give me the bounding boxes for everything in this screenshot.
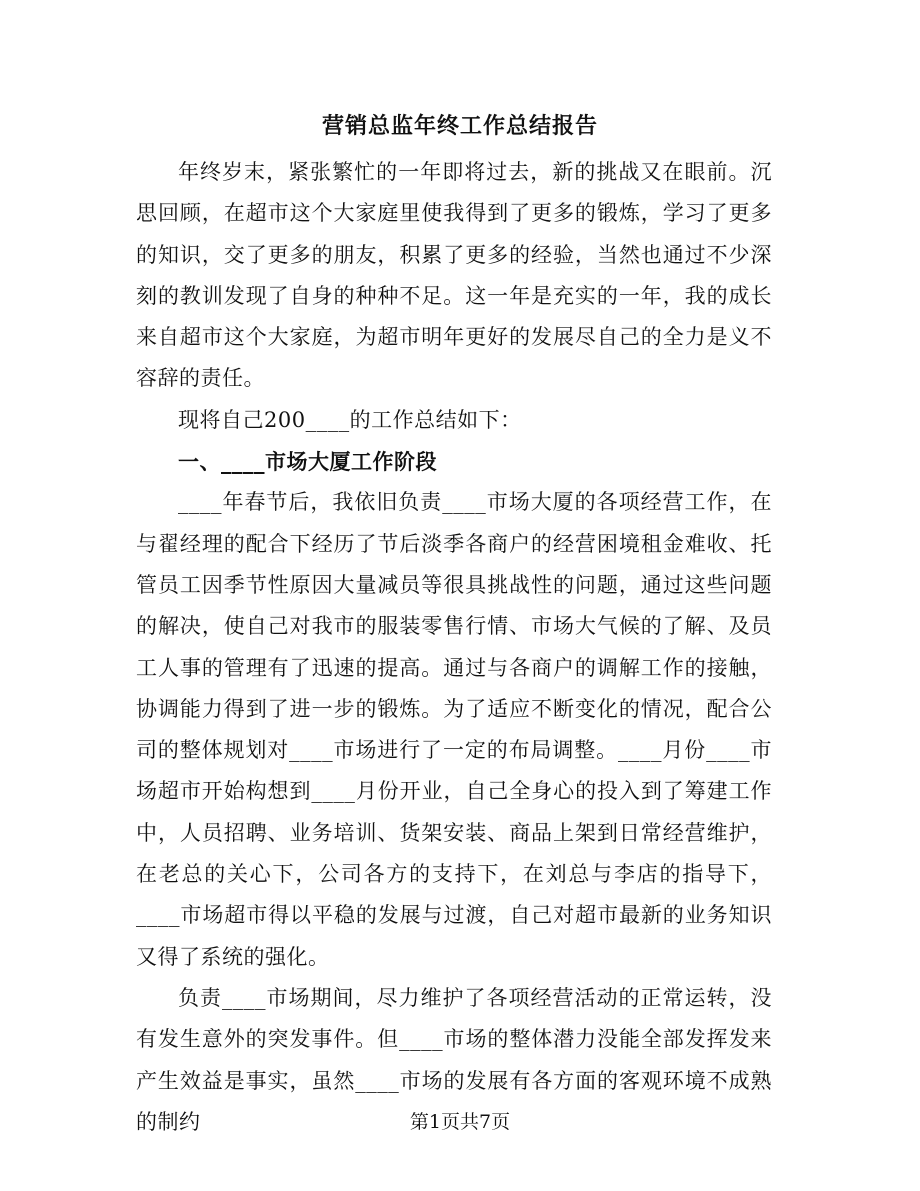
section-paragraph: 负责____市场期间，尽力维护了各项经营活动的正常运转，没有发生意外的突发事件。但____市场的整体潜力没能全部发挥发来产生效益是事实，虽然____市场的发展有各方面的客观环境不成熟的制约	[136, 985, 772, 1134]
section-paragraph: ____年春节后，我依旧负责____市场大厦的各项经营工作，在与翟经理的配合下经历了节后淡季各商户的经营困境租金难收、托管员工因季节性原因大量减员等很具挑战性的问题，通过这些问题的解决，使自己对我市的服装零售行情、市场大气候的了解、及员工人事的管理有了迅速的提高。通过与各商户的调解工作的接触，协调能力得到了进一步的锻炼。为了适应不断变化的情况，配合公司的整体规划对____市场进行了一定的布局调整。____月份____市场超市开始构想到____月份开业，自己全身心的投入到了筹建工作中，人员招聘、业务培训、货架安装、商品上架到日常经营维护，在老总的关心下，公司各方的支持下，在刘总与李店的指导下，____市场超市得以平稳的发展与过渡，自己对超市最新的业务知识又得了系统的强化。	[136, 490, 772, 969]
document-body	[136, 152, 772, 1143]
page-number: 第1页共7页	[409, 1111, 511, 1133]
section-heading: 一、____市场大厦工作阶段	[178, 449, 437, 475]
intro-paragraph: 年终岁末，紧张繁忙的一年即将过去，新的挑战又在眼前。沉思回顾，在超市这个大家庭里使我得到了更多的锻炼，学习了更多的知识，交了更多的朋友，积累了更多的经验，当然也通过不少深刻的教训发现了自身的种种不足。这一年是充实的一年，我的成长来自超市这个大家庭，为超市明年更好的发展尽自己的全力是义不容辞的责任。	[136, 160, 772, 391]
summary-lead-paragraph: 现将自己200____的工作总结如下：	[178, 407, 522, 432]
document-title: 营销总监年终工作总结报告	[321, 113, 598, 139]
